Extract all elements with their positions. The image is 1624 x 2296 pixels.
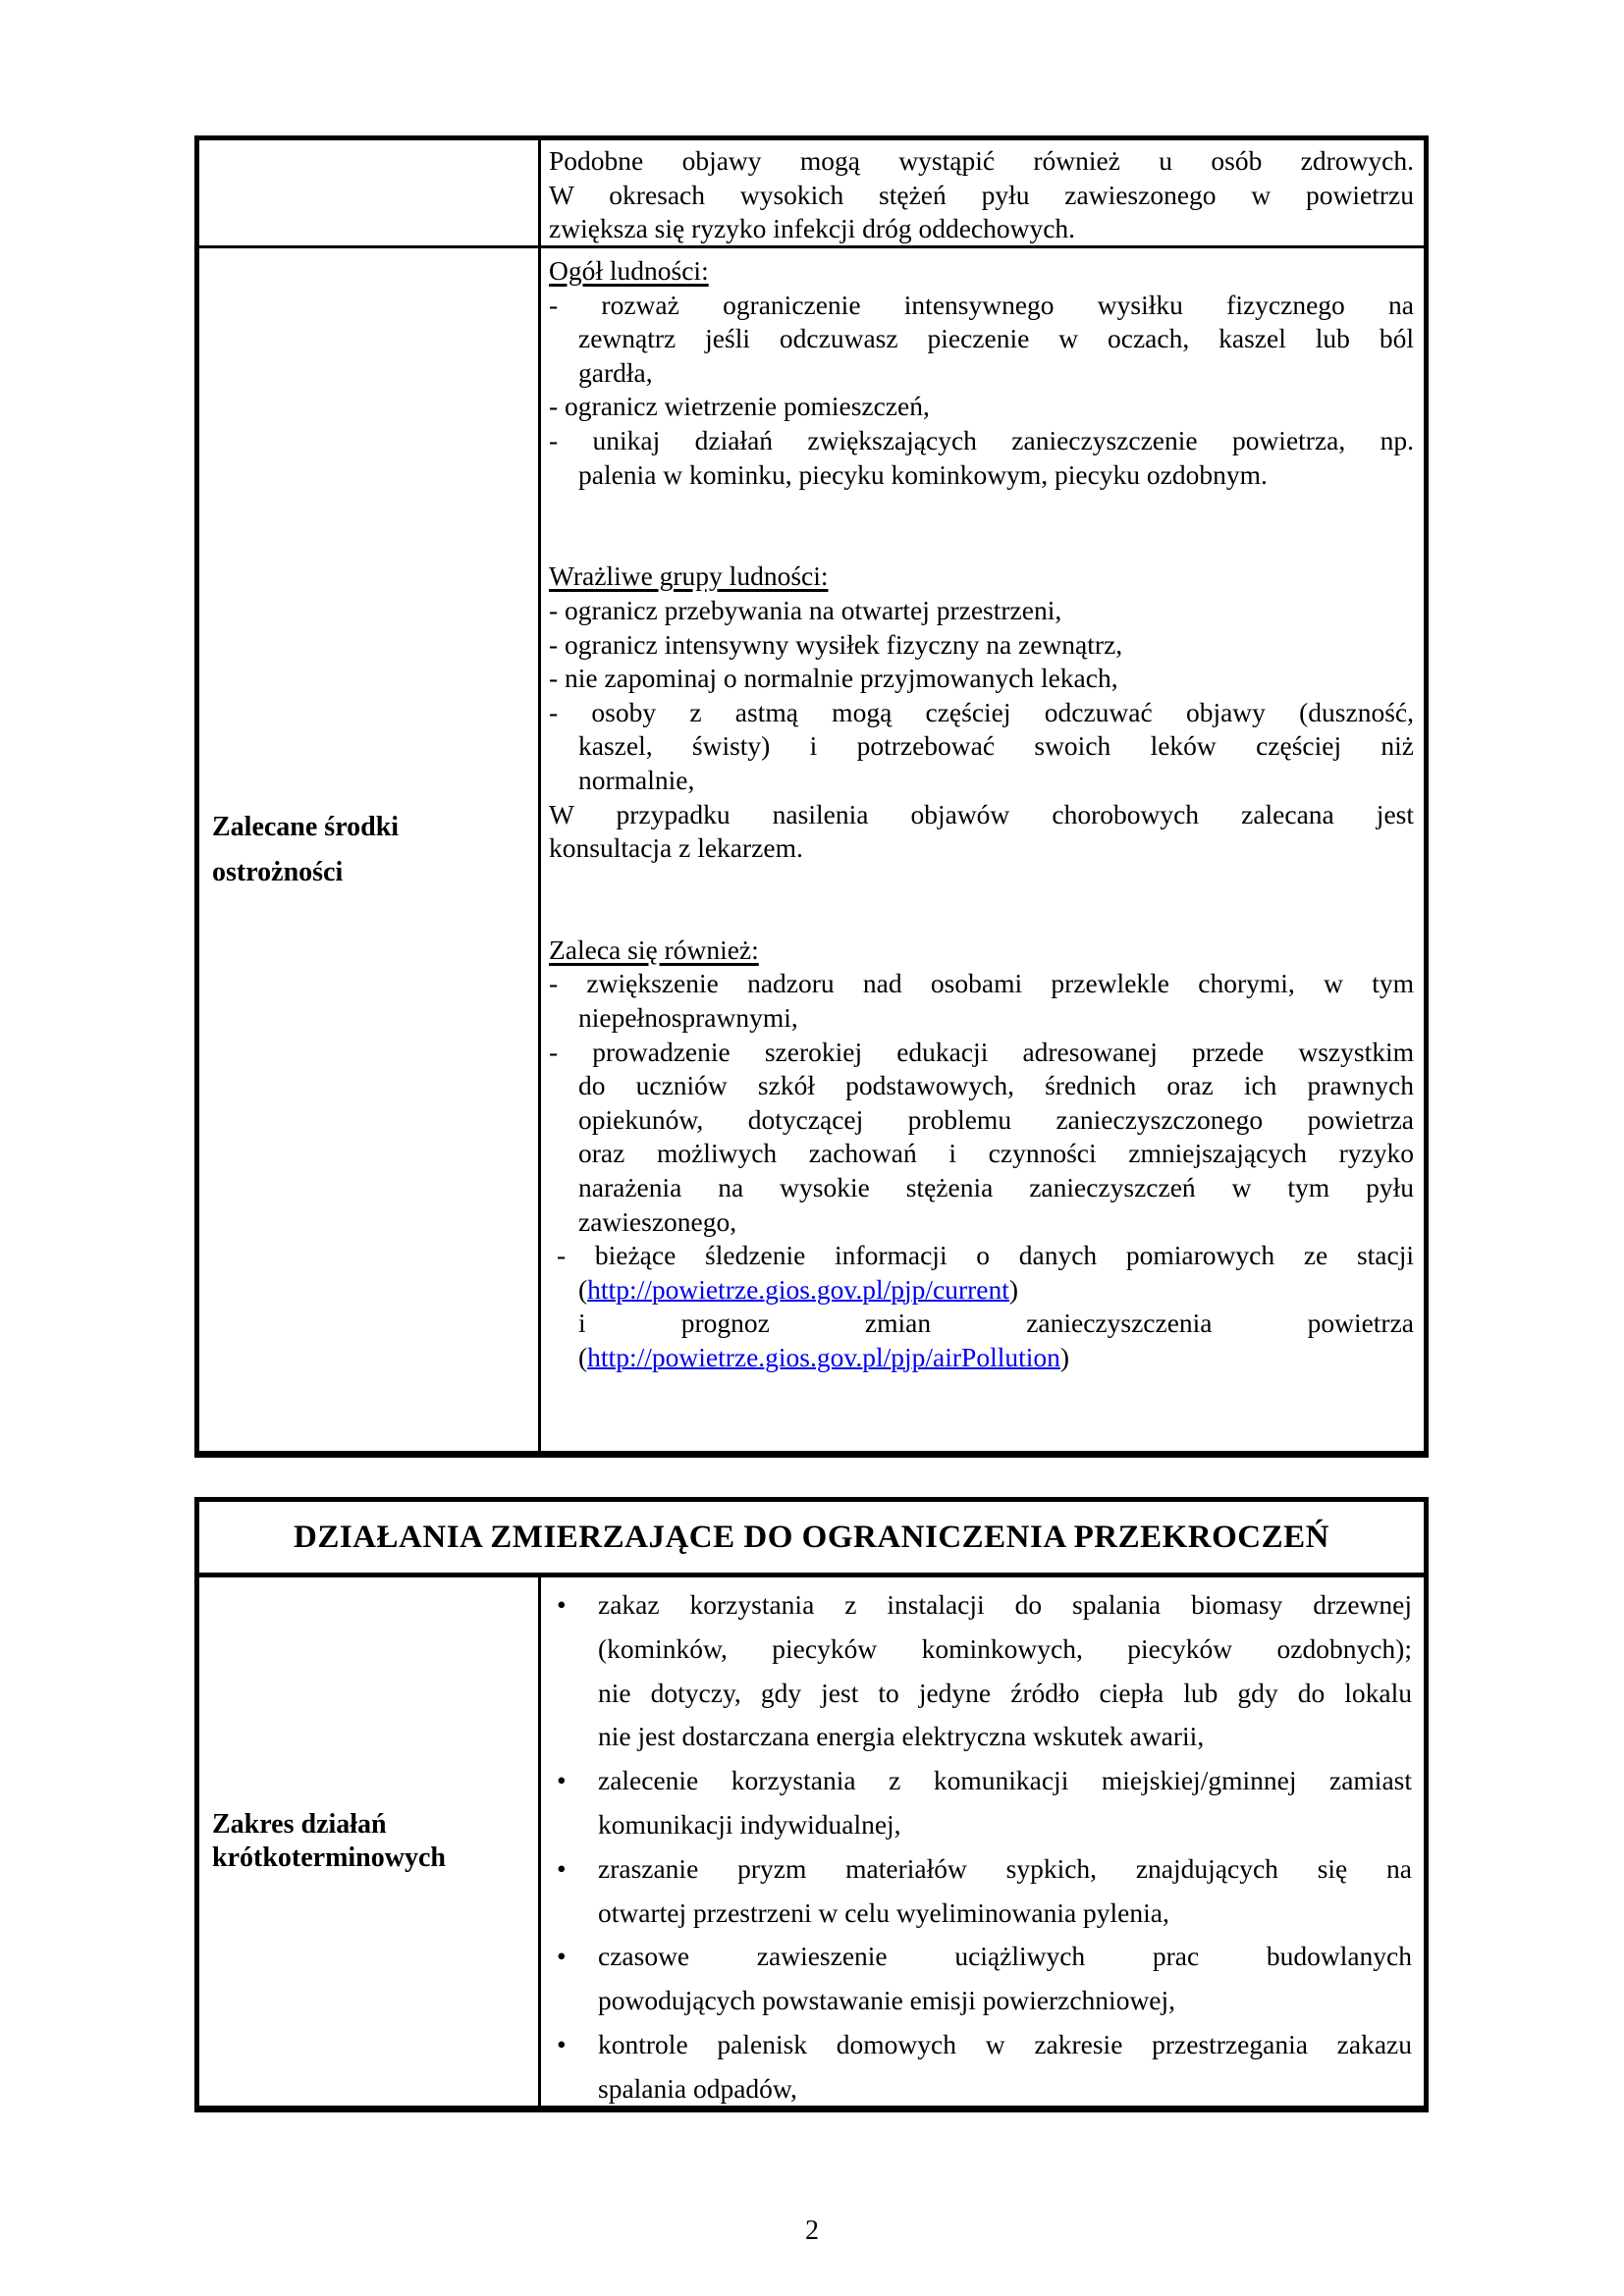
spacer-line	[549, 866, 1414, 900]
text-line: zewnątrz jeśli odczuwasz pieczenie w oczach, kaszel lub ból	[578, 323, 1414, 354]
bullet-text: zalecenie korzystania z komunikacji miejskiej/gminnej zamiast	[598, 1765, 1412, 1796]
bullet-text: zakaz korzystania z instalacji do spalania biomasy drzewnej	[598, 1589, 1412, 1620]
text-line: normalnie,	[578, 764, 695, 795]
page-number: 2	[805, 2216, 819, 2246]
symptoms-text-cell	[541, 140, 1424, 248]
bullet-icon: •	[557, 1589, 567, 1620]
actions-table-header-text: DZIAŁANIA ZMIERZAJĄCE DO OGRANICZENIA PRZEKROCZEŃ	[294, 1519, 1329, 1555]
spacer-line	[549, 899, 1414, 934]
text-line: - prowadzenie szerokiej edukacji adresowanej przede wszystkim	[549, 1036, 1414, 1067]
current-data-link-line	[549, 1273, 1414, 1308]
text-line: W okresach wysokich stężeń pyłu zawieszonego w powietrzu	[549, 179, 1414, 210]
precautions-label-cell	[199, 248, 541, 1451]
text-line: - bieżące śledzenie informacji o danych pomiarowych ze stacji	[557, 1240, 1414, 1271]
text-line: spalania odpadów,	[598, 2072, 797, 2104]
text-line: - ogranicz intensywny wysiłek fizyczny na zewnątrz,	[549, 628, 1123, 660]
text-line: - zwiększenie nadzoru nad osobami przewlekle chorymi, w tym	[549, 968, 1414, 999]
sensitive-groups-heading	[549, 560, 1414, 594]
bullet-item-line	[557, 2023, 1412, 2067]
air-pollution-link-line	[549, 1341, 1414, 1375]
heading-text: Zaleca się również:	[549, 934, 759, 965]
text-line: - ogranicz przebywania na otwartej przestrzeni,	[549, 594, 1062, 625]
paren-close: )	[1059, 1342, 1070, 1372]
actions-table	[194, 1497, 1429, 2112]
bullet-icon: •	[557, 1765, 567, 1796]
precautions-label-line: ostrożności	[212, 856, 344, 887]
short-term-actions-label	[212, 1808, 446, 1875]
paren-open: (	[578, 1273, 588, 1305]
text-line: zwiększa się ryzyko infekcji dróg oddechowych.	[549, 213, 1076, 244]
text-line: - unikaj działań zwiększających zanieczyszczenie powietrza, np.	[549, 424, 1414, 455]
text-line: opiekunów, dotyczącej problemu zanieczyszczonego powietrza	[578, 1103, 1414, 1135]
text-line: kaszel, świsty) i potrzebować swoich leków częściej niż	[578, 730, 1414, 762]
spacer-line	[549, 492, 1414, 526]
text-line: i prognoz zmian zanieczyszczenia powietrza	[578, 1308, 1414, 1339]
bullet-item-line	[557, 1847, 1412, 1892]
also-recommended-heading	[549, 934, 1414, 968]
current-data-link[interactable]: http://powietrze.gios.gov.pl/pjp/current	[587, 1273, 1009, 1305]
short-term-actions-label-line: Zakres działań	[212, 1809, 387, 1840]
text-line: komunikacji indywidualnej,	[598, 1808, 901, 1840]
bullet-item-line	[557, 1583, 1412, 1628]
heading-text: Ogół ludności:	[549, 255, 709, 286]
air-pollution-forecast-link[interactable]: http://powietrze.gios.gov.pl/pjp/airPollution	[587, 1342, 1060, 1372]
bullet-item-line	[557, 1759, 1412, 1803]
precautions-table	[194, 135, 1429, 1458]
bullet-icon: •	[557, 1941, 567, 1972]
text-line: Podobne objawy mogą wystąpić również u osób zdrowych.	[549, 145, 1414, 176]
short-term-actions-text-cell	[541, 1577, 1424, 2106]
text-line: niepełnosprawnymi,	[578, 1002, 798, 1034]
heading-text: Wrażliwe grupy ludności:	[549, 561, 829, 592]
general-population-heading	[549, 254, 1414, 289]
text-line: (kominków, piecyków kominkowych, piecyków ozdobnych);	[598, 1632, 1412, 1664]
precautions-label-line: Zalecane środki	[212, 811, 400, 842]
text-line: gardła,	[578, 356, 653, 388]
text-line: nie dotyczy, gdy jest to jedyne źródło ciepła lub gdy do lokalu	[598, 1677, 1412, 1708]
text-line: powodujących powstawanie emisji powierzchniowej,	[598, 1985, 1176, 2016]
text-line: do uczniów szkół podstawowych, średnich oraz ich prawnych	[578, 1070, 1414, 1101]
text-line: konsultacja z lekarzem.	[549, 832, 803, 864]
text-line: narażenia na wysokie stężenia zanieczyszczeń w tym pyłu	[578, 1172, 1414, 1203]
text-line: palenia w kominku, piecyku kominkowym, piecyku ozdobnym.	[578, 458, 1268, 490]
text-line: zawieszonego,	[578, 1205, 737, 1237]
text-line: W przypadku nasilenia objawów chorobowych zalecana jest	[549, 798, 1414, 829]
bullet-icon: •	[557, 1852, 567, 1884]
short-term-actions-label-line: krótkoterminowych	[212, 1842, 446, 1873]
text-line: otwartej przestrzeni w celu wyeliminowania pylenia,	[598, 1896, 1169, 1928]
bullet-item-line	[557, 1935, 1412, 1979]
precautions-text-cell	[541, 248, 1424, 1451]
short-term-actions-label-cell	[199, 1577, 541, 2106]
text-line: nie jest dostarczana energia elektryczna wskutek awarii,	[598, 1721, 1205, 1752]
bullet-text: czasowe zawieszenie uciążliwych prac budowlanych	[598, 1941, 1412, 1972]
bullet-text: kontrole palenisk domowych w zakresie przestrzegania zakazu	[598, 2028, 1412, 2059]
spacer-line	[549, 526, 1414, 561]
bullet-icon: •	[557, 2028, 567, 2059]
text-line: - osoby z astmą mogą częściej odczuwać objawy (duszność,	[549, 696, 1414, 727]
text-line: oraz możliwych zachowań i czynności zmniejszających ryzyko	[578, 1138, 1414, 1169]
paren-open: (	[578, 1342, 588, 1372]
paren-close: )	[1008, 1273, 1019, 1305]
actions-table-header	[199, 1502, 1424, 1577]
text-line: - rozważ ograniczenie intensywnego wysiłku fizycznego na	[549, 289, 1414, 320]
text-line: - ogranicz wietrzenie pomieszczeń,	[549, 391, 930, 422]
text-line: - nie zapominaj o normalnie przyjmowanych lekach,	[549, 663, 1118, 694]
precautions-label	[212, 805, 399, 895]
bullet-text: zraszanie pryzm materiałów sypkich, znajdujących się na	[598, 1852, 1412, 1884]
precautions-empty-label-cell	[199, 140, 541, 248]
